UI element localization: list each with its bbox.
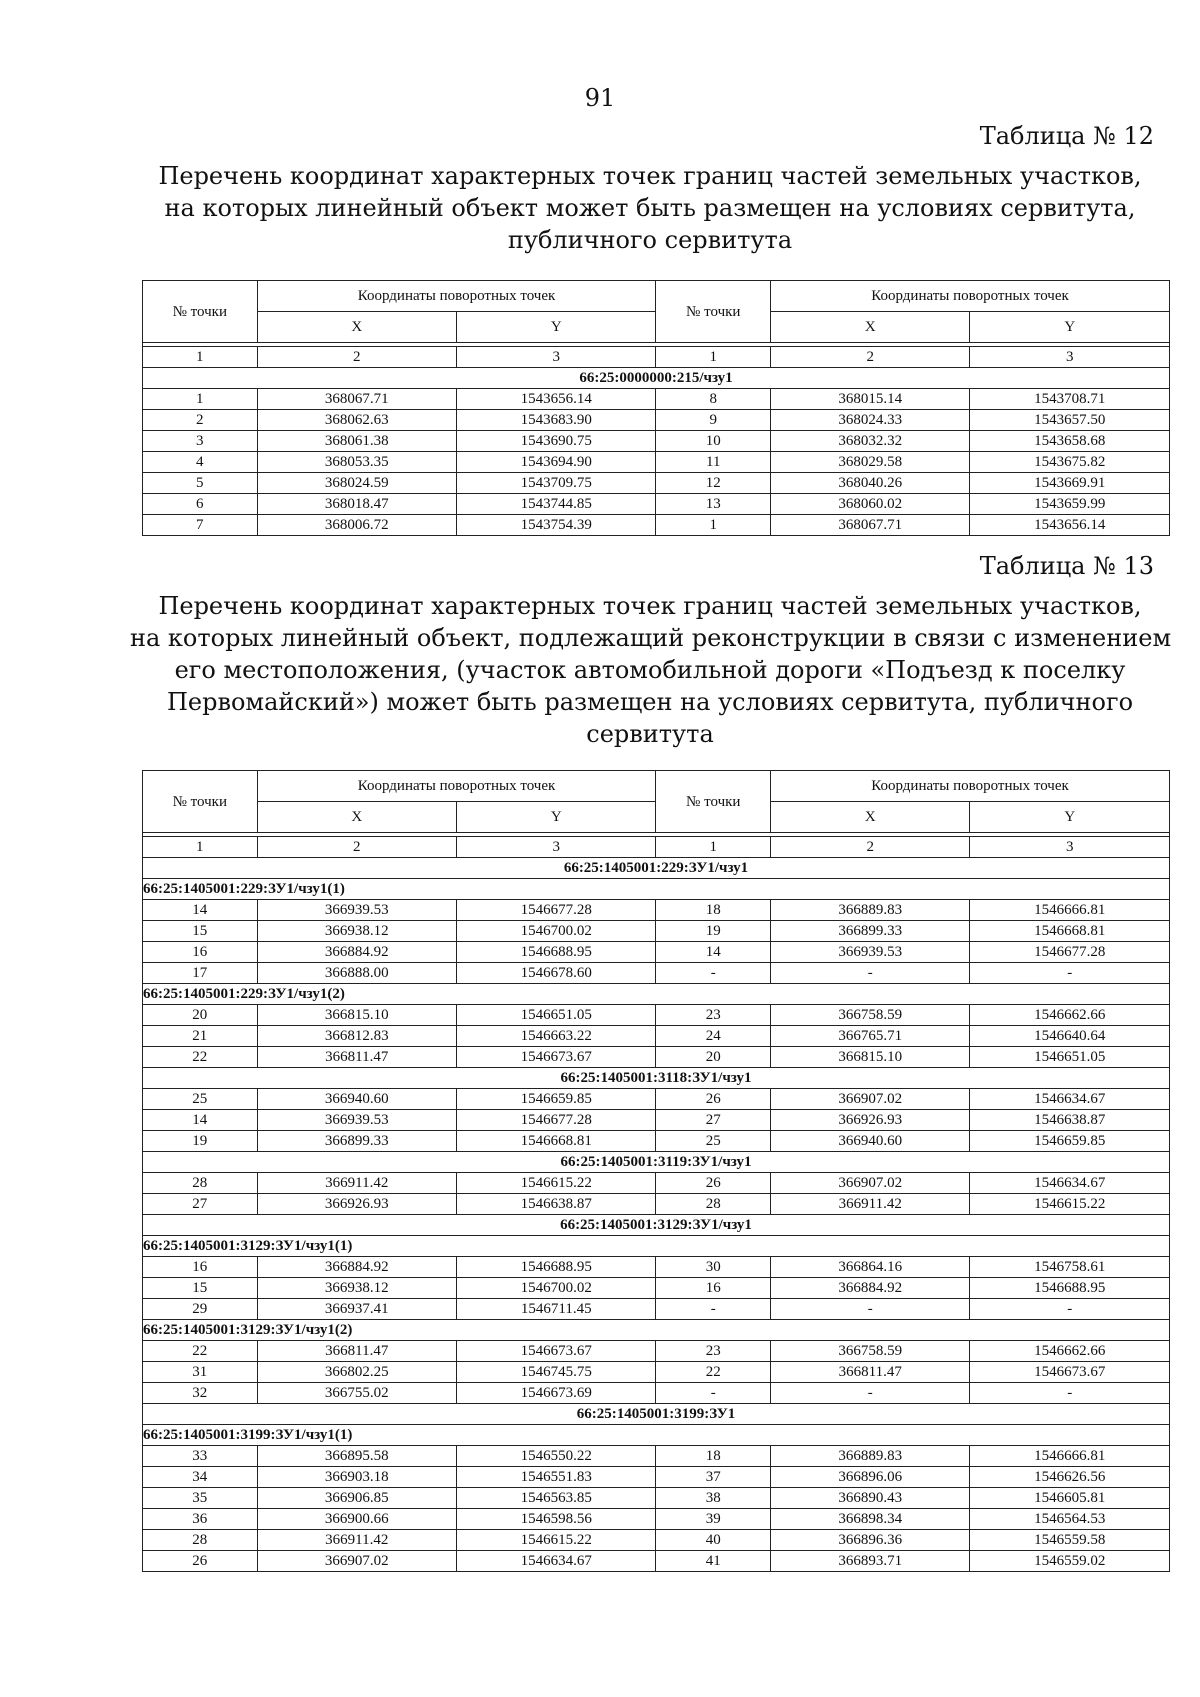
table-cell: 368067.71 (257, 389, 456, 410)
table-cell: 366895.58 (257, 1446, 456, 1467)
table-cell: 366811.47 (257, 1341, 456, 1362)
header-y: Y (457, 312, 656, 343)
table-cell: 366811.47 (257, 1047, 456, 1068)
table-cell: 14 (656, 942, 771, 963)
table-cell: 1543656.14 (457, 389, 656, 410)
table-cell: 1546615.22 (457, 1530, 656, 1551)
table-cell: 366911.42 (257, 1173, 456, 1194)
table-row (143, 1551, 1170, 1572)
table-cell: 7 (143, 515, 258, 536)
table-cell: 368061.38 (257, 431, 456, 452)
coordinates-table-12 (142, 280, 1170, 536)
table-cell: 1546677.28 (457, 900, 656, 921)
table-cell: 6 (143, 494, 258, 515)
table-cell: 9 (656, 410, 771, 431)
table-cell: 1546673.67 (457, 1341, 656, 1362)
column-number: 2 (771, 347, 970, 368)
table-row (143, 1047, 1170, 1068)
table-row (143, 1026, 1170, 1047)
table-cell: 1546673.67 (457, 1047, 656, 1068)
column-number: 1 (656, 347, 771, 368)
subsection-label: 66:25:1405001:229:ЗУ1/чзу1(1) (143, 879, 457, 900)
table-cell: 17 (143, 963, 258, 984)
table-row (143, 1299, 1170, 1320)
table-cell: 368024.59 (257, 473, 456, 494)
table-cell: 20 (143, 1005, 258, 1026)
table-row (143, 1257, 1170, 1278)
table-cell: 1546651.05 (457, 1005, 656, 1026)
section-label: 66:25:1405001:3119:ЗУ1/чзу1 (143, 1152, 1170, 1173)
table-cell: 1546615.22 (457, 1173, 656, 1194)
header-x: X (771, 802, 970, 833)
table-cell: 1546559.58 (970, 1530, 1170, 1551)
table-cell: 16 (143, 942, 258, 963)
table-cell: 28 (143, 1530, 258, 1551)
header-coords: Координаты поворотных точек (257, 281, 656, 312)
table-cell: 10 (656, 431, 771, 452)
table-cell: 1546598.56 (457, 1509, 656, 1530)
table-cell: 1543690.75 (457, 431, 656, 452)
table-cell: 366884.92 (771, 1278, 970, 1299)
table-row (143, 431, 1170, 452)
title-line: на которых линейный объект может быть размещен на условиях сервитута, (164, 194, 1136, 222)
table-12-title (130, 160, 1170, 256)
table-cell: 25 (656, 1131, 771, 1152)
table-cell: 1546666.81 (970, 900, 1170, 921)
table-cell: 1546673.67 (970, 1362, 1170, 1383)
table-cell: 33 (143, 1446, 258, 1467)
table-13-label: Таблица № 13 (979, 552, 1154, 580)
table-row (143, 942, 1170, 963)
table-cell: 366899.33 (257, 1131, 456, 1152)
title-line: Перечень координат характерных точек границ частей земельных участков, (158, 162, 1142, 190)
section-label: 66:25:1405001:3199:ЗУ1 (143, 1404, 1170, 1425)
page-number: 91 (584, 84, 616, 112)
table-row (143, 1110, 1170, 1131)
table-cell: 368032.32 (771, 431, 970, 452)
table-cell: 30 (656, 1257, 771, 1278)
table-row (143, 1131, 1170, 1152)
section-label: 66:25:1405001:229:ЗУ1/чзу1 (143, 858, 1170, 879)
table-13-title (130, 590, 1170, 750)
table-cell: - (656, 1383, 771, 1404)
table-cell: 1546677.28 (970, 942, 1170, 963)
table-cell: 1546564.53 (970, 1509, 1170, 1530)
table-cell: 1543675.82 (970, 452, 1170, 473)
table-cell: 1546640.64 (970, 1026, 1170, 1047)
column-number: 1 (656, 837, 771, 858)
table-cell: 1546663.22 (457, 1026, 656, 1047)
table-cell: 19 (143, 1131, 258, 1152)
table-cell: 366926.93 (771, 1110, 970, 1131)
table-cell: 3 (143, 431, 258, 452)
table-cell: 15 (143, 1278, 258, 1299)
table-cell: 368040.26 (771, 473, 970, 494)
table-cell: 1543709.75 (457, 473, 656, 494)
table-cell: 1546634.67 (970, 1173, 1170, 1194)
table-cell: 1546700.02 (457, 921, 656, 942)
subsection-filler (457, 984, 1170, 1005)
table-row (143, 515, 1170, 536)
table-cell: 366765.71 (771, 1026, 970, 1047)
table-cell: - (970, 1299, 1170, 1320)
table-cell: 18 (656, 900, 771, 921)
column-number: 2 (257, 347, 456, 368)
table-cell: 16 (143, 1257, 258, 1278)
table-cell: 22 (143, 1047, 258, 1068)
table-cell: 24 (656, 1026, 771, 1047)
header-x: X (257, 802, 456, 833)
title-line: его местоположения, (участок автомобильной дороги «Подъезд к поселку (174, 656, 1126, 684)
table-cell: 1 (143, 389, 258, 410)
table-cell: 366884.92 (257, 942, 456, 963)
table-cell: 366911.42 (257, 1530, 456, 1551)
table-cell: 31 (143, 1362, 258, 1383)
table-cell: 16 (656, 1278, 771, 1299)
title-line: публичного сервитута (507, 226, 793, 254)
table-cell: 27 (656, 1110, 771, 1131)
table-cell: 368062.63 (257, 410, 456, 431)
table-cell: 1546662.66 (970, 1005, 1170, 1026)
subsection-label: 66:25:1405001:3199:ЗУ1/чзу1(1) (143, 1425, 457, 1446)
section-row (143, 368, 1170, 389)
table-cell: 28 (656, 1194, 771, 1215)
subsection-row (143, 1425, 1170, 1446)
table-cell: 18 (656, 1446, 771, 1467)
table-cell: 29 (143, 1299, 258, 1320)
table-row (143, 494, 1170, 515)
section-label: 66:25:1405001:3129:ЗУ1/чзу1 (143, 1215, 1170, 1236)
header-x: X (771, 312, 970, 343)
table-cell: 1543669.91 (970, 473, 1170, 494)
table-cell: 366911.42 (771, 1194, 970, 1215)
subsection-label: 66:25:1405001:229:ЗУ1/чзу1(2) (143, 984, 457, 1005)
table-cell: 37 (656, 1467, 771, 1488)
table-cell: 366896.06 (771, 1467, 970, 1488)
header-coords: Координаты поворотных точек (771, 771, 1170, 802)
table-cell: - (970, 963, 1170, 984)
table-cell: 1546559.02 (970, 1551, 1170, 1572)
table-cell: 13 (656, 494, 771, 515)
column-number: 1 (143, 837, 258, 858)
table-row (143, 1089, 1170, 1110)
table-row (143, 473, 1170, 494)
table-cell: 1546634.67 (457, 1551, 656, 1572)
table-cell: 1546745.75 (457, 1362, 656, 1383)
table-cell: 1546677.28 (457, 1110, 656, 1131)
column-number: 1 (143, 347, 258, 368)
table-cell: 14 (143, 900, 258, 921)
table-cell: 368024.33 (771, 410, 970, 431)
table-cell: 366906.85 (257, 1488, 456, 1509)
table-row (143, 389, 1170, 410)
table-cell: 1546563.85 (457, 1488, 656, 1509)
table-cell: 368018.47 (257, 494, 456, 515)
table-cell: 368060.02 (771, 494, 970, 515)
header-y: Y (970, 802, 1170, 833)
table-cell: 1546678.60 (457, 963, 656, 984)
header-coords: Координаты поворотных точек (257, 771, 656, 802)
table-cell: 1543683.90 (457, 410, 656, 431)
column-number: 2 (257, 837, 456, 858)
table-cell: 366811.47 (771, 1362, 970, 1383)
table-cell: 366815.10 (257, 1005, 456, 1026)
table-cell: 14 (143, 1110, 258, 1131)
table-cell: 41 (656, 1551, 771, 1572)
table-cell: 11 (656, 452, 771, 473)
column-number: 2 (771, 837, 970, 858)
table-cell: 26 (656, 1089, 771, 1110)
table-cell: 1546688.95 (970, 1278, 1170, 1299)
table-row (143, 452, 1170, 473)
subsection-label: 66:25:1405001:3129:ЗУ1/чзу1(1) (143, 1236, 457, 1257)
section-label: 66:25:0000000:215/чзу1 (143, 368, 1170, 389)
table-row (143, 921, 1170, 942)
table-cell: 366802.25 (257, 1362, 456, 1383)
table-row (143, 1194, 1170, 1215)
title-line: на которых линейный объект, подлежащий реконструкции в связи с изменением (130, 624, 1172, 652)
table-cell: 368006.72 (257, 515, 456, 536)
table-cell: 26 (143, 1551, 258, 1572)
table-cell: 1546550.22 (457, 1446, 656, 1467)
table-cell: 366890.43 (771, 1488, 970, 1509)
table-cell: 23 (656, 1005, 771, 1026)
table-cell: - (771, 963, 970, 984)
section-row (143, 1068, 1170, 1089)
subsection-filler (457, 1425, 1170, 1446)
section-row (143, 1152, 1170, 1173)
table-cell: 366812.83 (257, 1026, 456, 1047)
table-cell: 1546666.81 (970, 1446, 1170, 1467)
table-row (143, 410, 1170, 431)
table-cell: 22 (143, 1341, 258, 1362)
table-cell: 32 (143, 1383, 258, 1404)
subsection-row (143, 1320, 1170, 1341)
table-cell: 366940.60 (257, 1089, 456, 1110)
column-number: 3 (970, 837, 1170, 858)
table-cell: 368029.58 (771, 452, 970, 473)
table-cell: 25 (143, 1089, 258, 1110)
table-cell: 366938.12 (257, 1278, 456, 1299)
table-cell: 4 (143, 452, 258, 473)
table-cell: - (771, 1299, 970, 1320)
table-cell: 36 (143, 1509, 258, 1530)
table-cell: 366907.02 (257, 1551, 456, 1572)
table-cell: - (771, 1383, 970, 1404)
subsection-filler (457, 1236, 1170, 1257)
table-cell: 1546659.85 (970, 1131, 1170, 1152)
table-cell: 1546688.95 (457, 942, 656, 963)
header-y: Y (457, 802, 656, 833)
table-cell: 1546634.67 (970, 1089, 1170, 1110)
table-cell: 366755.02 (257, 1383, 456, 1404)
table-cell: 22 (656, 1362, 771, 1383)
table-cell: 38 (656, 1488, 771, 1509)
subsection-filler (457, 1320, 1170, 1341)
table-cell: 5 (143, 473, 258, 494)
table-cell: 1543659.99 (970, 494, 1170, 515)
table-cell: 1543744.85 (457, 494, 656, 515)
table-cell: 366938.12 (257, 921, 456, 942)
table-cell: 366907.02 (771, 1089, 970, 1110)
header-coords: Координаты поворотных точек (771, 281, 1170, 312)
header-y: Y (970, 312, 1170, 343)
title-line: сервитута (586, 720, 714, 748)
table-cell: 366896.36 (771, 1530, 970, 1551)
table-cell: 19 (656, 921, 771, 942)
table-cell: 1546668.81 (457, 1131, 656, 1152)
table-cell: 35 (143, 1488, 258, 1509)
table-cell: 1546668.81 (970, 921, 1170, 942)
coordinates-table-13 (142, 770, 1170, 1572)
table-cell: 366899.33 (771, 921, 970, 942)
table-row (143, 1278, 1170, 1299)
table-cell: - (656, 1299, 771, 1320)
table-cell: 368015.14 (771, 389, 970, 410)
table-cell: 8 (656, 389, 771, 410)
header-point: № точки (656, 281, 771, 343)
table-cell: 366889.83 (771, 1446, 970, 1467)
table-cell: 1543657.50 (970, 410, 1170, 431)
table-cell: 366898.34 (771, 1509, 970, 1530)
subsection-row (143, 984, 1170, 1005)
table-cell: 20 (656, 1047, 771, 1068)
subsection-row (143, 1236, 1170, 1257)
column-number: 3 (457, 347, 656, 368)
table-row (143, 1530, 1170, 1551)
section-row (143, 1215, 1170, 1236)
table-cell: 2 (143, 410, 258, 431)
table-cell: 366907.02 (771, 1173, 970, 1194)
table-row (143, 1005, 1170, 1026)
table-cell: 366889.83 (771, 900, 970, 921)
table-cell: 27 (143, 1194, 258, 1215)
table-cell: 23 (656, 1341, 771, 1362)
table-cell: 1546626.56 (970, 1467, 1170, 1488)
table-cell: 1546662.66 (970, 1341, 1170, 1362)
table-row (143, 963, 1170, 984)
table-cell: 366937.41 (257, 1299, 456, 1320)
table-cell: 26 (656, 1173, 771, 1194)
table-cell: 366940.60 (771, 1131, 970, 1152)
table-cell: 1546551.83 (457, 1467, 656, 1488)
table-cell: 1546651.05 (970, 1047, 1170, 1068)
table-cell: 368053.35 (257, 452, 456, 473)
table-cell: 1546688.95 (457, 1257, 656, 1278)
table-cell: 1543708.71 (970, 389, 1170, 410)
table-cell: 366939.53 (257, 1110, 456, 1131)
table-row (143, 900, 1170, 921)
table-cell: 34 (143, 1467, 258, 1488)
subsection-row (143, 879, 1170, 900)
table-cell: 1546638.87 (457, 1194, 656, 1215)
table-cell: 366758.59 (771, 1005, 970, 1026)
title-line: Перечень координат характерных точек границ частей земельных участков, (158, 592, 1142, 620)
table-cell: 366900.66 (257, 1509, 456, 1530)
table-cell: 366864.16 (771, 1257, 970, 1278)
table-row (143, 1341, 1170, 1362)
header-point: № точки (143, 771, 258, 833)
table-cell: 368067.71 (771, 515, 970, 536)
title-line: Первомайский») может быть размещен на условиях сервитута, публичного (166, 688, 1134, 716)
table-cell: - (656, 963, 771, 984)
table-cell: 28 (143, 1173, 258, 1194)
column-number: 3 (457, 837, 656, 858)
header-point: № точки (656, 771, 771, 833)
table-row (143, 1467, 1170, 1488)
table-cell: 1546700.02 (457, 1278, 656, 1299)
table-cell: 12 (656, 473, 771, 494)
table-cell: 366758.59 (771, 1341, 970, 1362)
table-cell: 1543658.68 (970, 431, 1170, 452)
table-cell: 39 (656, 1509, 771, 1530)
table-cell: 366884.92 (257, 1257, 456, 1278)
column-number: 3 (970, 347, 1170, 368)
table-cell: 1543694.90 (457, 452, 656, 473)
table-row (143, 1488, 1170, 1509)
table-cell: 1 (656, 515, 771, 536)
table-cell: 21 (143, 1026, 258, 1047)
table-row (143, 1446, 1170, 1467)
table-cell: 366888.00 (257, 963, 456, 984)
section-label: 66:25:1405001:3118:ЗУ1/чзу1 (143, 1068, 1170, 1089)
table-cell: 366939.53 (257, 900, 456, 921)
table-cell: 366926.93 (257, 1194, 456, 1215)
header-x: X (257, 312, 456, 343)
table-cell: 366815.10 (771, 1047, 970, 1068)
table-cell: 1546673.69 (457, 1383, 656, 1404)
table-row (143, 1173, 1170, 1194)
table-cell: 366893.71 (771, 1551, 970, 1572)
table-cell: 15 (143, 921, 258, 942)
table-cell: 366939.53 (771, 942, 970, 963)
table-cell: 40 (656, 1530, 771, 1551)
table-cell: 1546711.45 (457, 1299, 656, 1320)
subsection-label: 66:25:1405001:3129:ЗУ1/чзу1(2) (143, 1320, 457, 1341)
table-cell: 1546638.87 (970, 1110, 1170, 1131)
section-row (143, 1404, 1170, 1425)
subsection-filler (457, 879, 1170, 900)
table-row (143, 1509, 1170, 1530)
table-12-label: Таблица № 12 (979, 122, 1154, 150)
table-row (143, 1383, 1170, 1404)
table-cell: 1546605.81 (970, 1488, 1170, 1509)
header-point: № точки (143, 281, 258, 343)
table-cell: 1546615.22 (970, 1194, 1170, 1215)
table-cell: 1543656.14 (970, 515, 1170, 536)
section-row (143, 858, 1170, 879)
table-cell: 1546758.61 (970, 1257, 1170, 1278)
table-cell: 1546659.85 (457, 1089, 656, 1110)
table-cell: - (970, 1383, 1170, 1404)
table-row (143, 1362, 1170, 1383)
table-cell: 1543754.39 (457, 515, 656, 536)
table-cell: 366903.18 (257, 1467, 456, 1488)
